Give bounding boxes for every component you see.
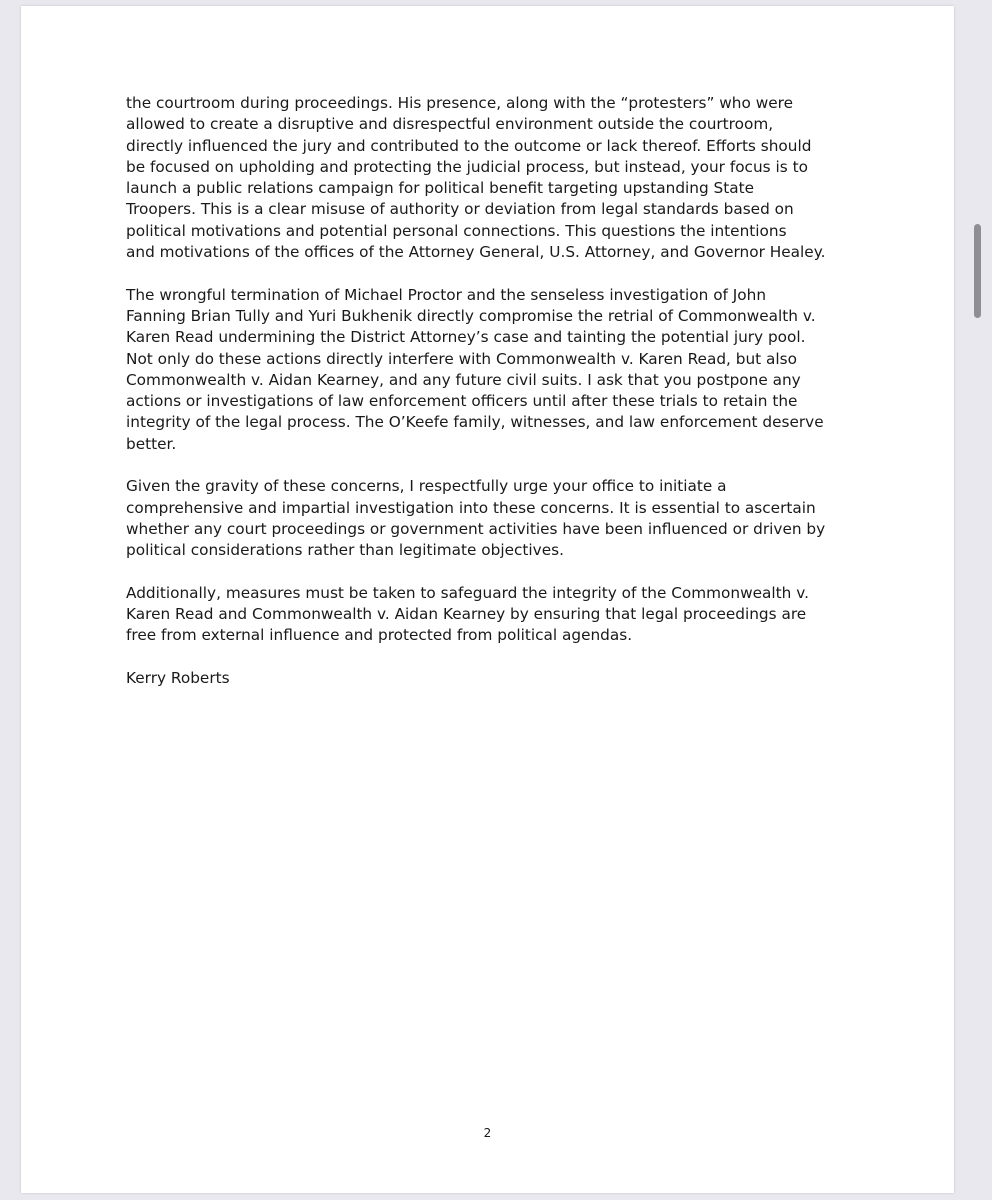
text-line: Troopers. This is a clear misuse of authority or deviation from legal standards based on <box>126 200 794 219</box>
text-line: the courtroom during proceedings. His presence, along with the “protesters” who were <box>126 94 793 112</box>
text-line: political motivations and potential personal connections. This questions the intentions <box>126 221 787 240</box>
text-line: comprehensive and impartial investigation into these concerns. It is essential to ascertain <box>126 498 816 517</box>
paragraph-3 <box>126 476 826 561</box>
text-line: Karen Read undermining the District Attorney’s case and tainting the potential jury pool. <box>126 328 806 347</box>
text-line: Fanning Brian Tully and Yuri Bukhenik directly compromise the retrial of Commonwealth v. <box>126 306 816 325</box>
paragraph-1 <box>126 93 826 263</box>
text-line: be focused on upholding and protecting the judicial process, but instead, your focus is to <box>126 157 808 176</box>
scrollbar-thumb[interactable] <box>974 224 981 318</box>
paragraph-2 <box>126 285 826 455</box>
text-line: directly influenced the jury and contributed to the outcome or lack thereof. Efforts should <box>126 136 812 155</box>
paragraph-4 <box>126 583 826 647</box>
text-line: Commonwealth v. Aidan Kearney, and any future civil suits. I ask that you postpone any <box>126 370 801 389</box>
text-line: free from external influence and protected from political agendas. <box>126 626 633 645</box>
text-line: whether any court proceedings or government activities have been influenced or driven by <box>126 519 826 538</box>
text-line: political considerations rather than legitimate objectives. <box>126 541 564 560</box>
text-line: Given the gravity of these concerns, I respectfully urge your office to initiate a <box>126 477 727 496</box>
text-line: launch a public relations campaign for political benefit targeting upstanding State <box>126 179 755 198</box>
text-line: Karen Read and Commonwealth v. Aidan Kearney by ensuring that legal proceedings are <box>126 605 807 624</box>
text-line: allowed to create a disruptive and disrespectful environment outside the courtroom, <box>126 115 774 134</box>
text-line: integrity of the legal process. The O’Keefe family, witnesses, and law enforcement deserve <box>126 413 824 432</box>
text-line: The wrongful termination of Michael Proctor and the senseless investigation of John <box>126 285 767 304</box>
text-line: Not only do these actions directly interfere with Commonwealth v. Karen Read, but also <box>126 349 797 368</box>
page-number: 2 <box>483 1126 492 1140</box>
letter-body <box>126 93 826 689</box>
document-page <box>21 6 954 1193</box>
text-line: better. <box>126 434 177 453</box>
signature-name: Kerry Roberts <box>126 669 230 688</box>
vertical-scrollbar[interactable] <box>972 222 984 322</box>
text-line: actions or investigations of law enforcement officers until after these trials to retain the <box>126 392 798 411</box>
text-line: and motivations of the offices of the Attorney General, U.S. Attorney, and Governor Healey. <box>126 243 826 262</box>
text-line: Additionally, measures must be taken to safeguard the integrity of the Commonwealth v. <box>126 583 809 602</box>
